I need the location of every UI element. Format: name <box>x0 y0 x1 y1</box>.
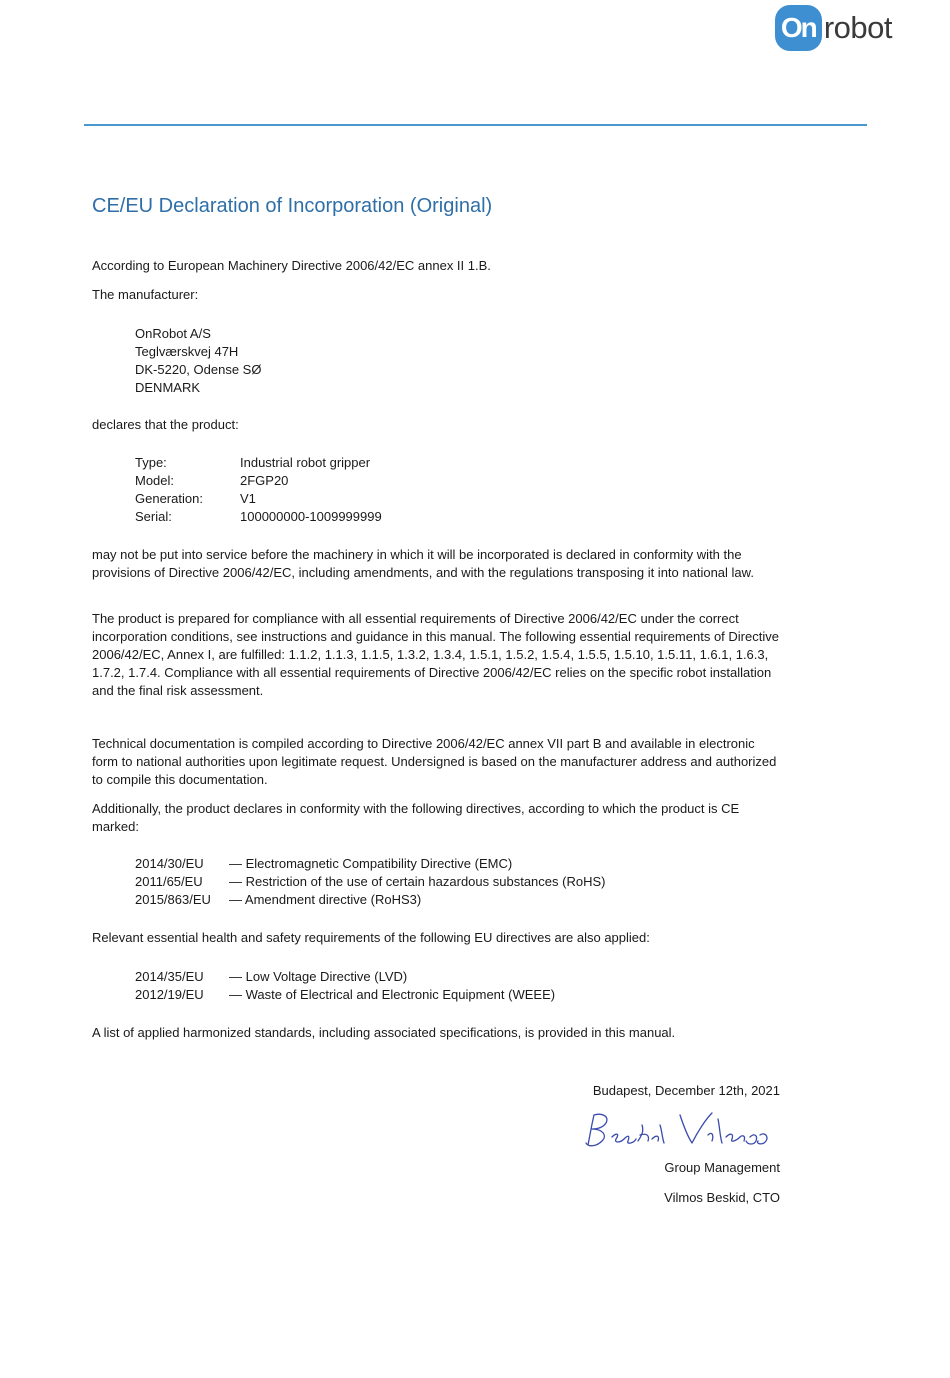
directive-row <box>135 891 605 909</box>
product-row <box>135 454 382 472</box>
directive-text: — Electromagnetic Compatibility Directive (EMC) <box>229 856 513 871</box>
onrobot-logo <box>775 2 892 54</box>
manufacturer-address <box>135 325 261 397</box>
product-key: Generation: <box>135 491 203 506</box>
paragraph-other-directives: Relevant essential health and safety requirements of the following EU directives are also applied: <box>92 930 650 945</box>
address-line: Teglværskvej 47H <box>135 344 239 359</box>
product-value: 2FGP20 <box>240 473 289 488</box>
product-key: Type: <box>135 455 167 470</box>
paragraph-ce-directives: Additionally, the product declares in conformity with the following directives, according to which the product is CE marked: <box>92 801 740 834</box>
directive-row <box>135 855 605 873</box>
directive-code: 2014/35/EU <box>135 969 204 984</box>
product-details <box>135 454 382 526</box>
directive-text: — Restriction of the use of certain hazardous substances (RoHS) <box>229 874 606 889</box>
signer-name: Vilmos Beskid, CTO <box>664 1190 780 1205</box>
handwritten-signature <box>580 1105 780 1155</box>
logo-wordmark: robot <box>823 10 892 45</box>
directive-code: 2015/863/EU <box>135 892 211 907</box>
directive-code: 2011/65/EU <box>135 874 203 889</box>
group-management: Group Management <box>664 1160 780 1175</box>
directive-code: 2012/19/EU <box>135 987 204 1002</box>
product-value: 100000000-1009999999 <box>240 509 382 524</box>
other-directives-list <box>135 968 555 1004</box>
paragraph-incorporation: may not be put into service before the machinery in which it will be incorporated is declared in conformity with the provisions of Directive 2006/42/EC, including amendments, and with the regulations transposing it into national law. <box>92 547 754 580</box>
paragraph-technical-documentation: Technical documentation is compiled according to Directive 2006/42/EC annex VII part B and available in electronic form to national authorities upon legitimate request. Undersigned is based on the manufacturer address and authorized to compile this documentation. <box>92 736 777 787</box>
product-row <box>135 490 382 508</box>
directive-row <box>135 968 555 986</box>
directive-code: 2014/30/EU <box>135 856 204 871</box>
directive-row <box>135 873 605 891</box>
directive-row <box>135 986 555 1004</box>
document-title: CE/EU Declaration of Incorporation (Original) <box>92 195 493 217</box>
product-row <box>135 508 382 526</box>
product-value: Industrial robot gripper <box>240 455 371 470</box>
address-line: OnRobot A/S <box>135 326 211 341</box>
directive-text: — Amendment directive (RoHS3) <box>229 892 422 907</box>
directive-text: — Waste of Electrical and Electronic Equipment (WEEE) <box>229 987 556 1002</box>
header-divider <box>84 124 867 126</box>
address-line: DENMARK <box>135 380 201 395</box>
product-row <box>135 472 382 490</box>
paragraph-requirements: The product is prepared for compliance with all essential requirements of Directive 2006/42/EC under the correct incorporation conditions, see instructions and guidance in this manual. The following essential requirements of Directive 2006/42/EC, Annex I, are fulfilled: 1.1.2, 1.1.3, 1.1.5, 1.3.2, 1.3.4, 1.5.1, 1.5.2, 1.5.4, 1.5.5, 1.5.10, 1.5.11, 1.6.1, 1.6.3, 1.7.2, 1.7.4. Compliance with all essential requirements of Directive 2006/42/EC relies on the specific robot installation and the final risk assessment. <box>92 611 779 698</box>
product-value: V1 <box>240 491 256 506</box>
product-key: Serial: <box>135 509 172 524</box>
ce-directives-list <box>135 855 605 909</box>
paragraph-standards: A list of applied harmonized standards, including associated specifications, is provided in this manual. <box>92 1025 676 1040</box>
product-key: Model: <box>135 473 175 488</box>
directive-text: — Low Voltage Directive (LVD) <box>229 969 408 984</box>
manufacturer-label: The manufacturer: <box>92 287 199 302</box>
address-line: DK-5220, Odense SØ <box>135 362 262 377</box>
logo-mark: On <box>775 5 822 51</box>
intro-text: According to European Machinery Directive 2006/42/EC annex II 1.B. <box>92 258 491 273</box>
place-and-date: Budapest, December 12th, 2021 <box>592 1083 780 1098</box>
declares-text: declares that the product: <box>92 417 239 432</box>
